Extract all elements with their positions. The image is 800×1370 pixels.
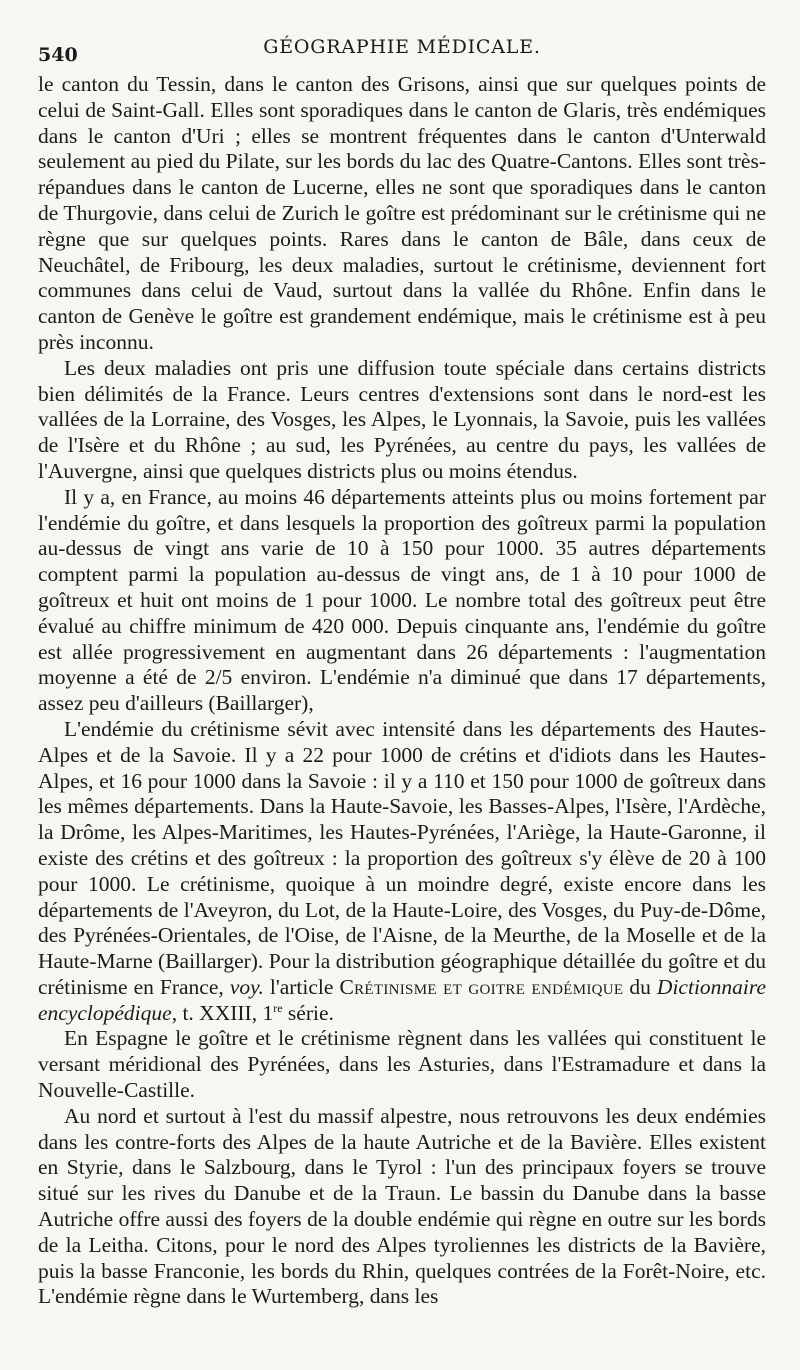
paragraph-2: Les deux maladies ont pris une diffusion toute spéciale dans certains districts bien délimités de la France. Leurs centres d'extensions sont dans le nord-est les vallées de la Lorraine, des Vosges, les Alpes, le Lyonnais, la Savoie, puis les vallées de l'Isère et du Rhône ; au sud, les Pyrénées, au centre du pays, les vallées de l'Auvergne, ainsi que quelques districts plus ou moins étendus. — [38, 355, 766, 483]
paragraph-4-end: série. — [282, 1000, 334, 1025]
paragraph-3: Il y a, en France, au moins 46 départements atteints plus ou moins fortement par l'endémie du goître, et dans lesquels la proportion des goîtreux parmi la population au-dessus de vingt ans varie de 10 à 150 pour 1000. 35 autres départements comptent parmi la population au-dessus de vingt ans, de 1 à 10 pour 1000 de goîtreux et huit ont moins de 1 pour 1000. Le nombre total des goîtreux peut être évalué au chiffre minimum de 420 000. Depuis cinquante ans, l'endémie du goître est allée progressivement en augmentant dans 26 départements : l'augmentation moyenne a été de 2/5 environ. L'endémie n'a diminué que dans 17 départements, assez peu d'ailleurs (Baillarger), — [38, 484, 766, 716]
dictionary-title: Dictionnaire encyclopédique — [38, 974, 766, 1025]
page-header — [38, 30, 766, 64]
running-title: GÉOGRAPHIE MÉDICALE. — [263, 36, 541, 58]
paragraph-4-text: L'endémie du crétinisme sévit avec intensité dans les départements des Hautes-Alpes et de la Savoie. Il y a 22 pour 1000 de crétins et d'idiots dans les Hautes-Alpes, et 16 pour 1000 dans la Savoie : il y a 110 et 150 pour 1000 de goîtreux dans les mêmes départements. Dans la Haute-Savoie, les Basses-Alpes, l'Isère, l'Ardèche, la Drôme, les Alpes-Maritimes, les Hautes-Pyrénées, l'Ariège, la Haute-Garonne, il existe des crétins et des goîtreux : la proportion des goîtreux s'y élève de 20 à 100 pour 1000. Le crétinisme, quoique à un moindre degré, existe encore dans les départements de l'Aveyron, du Lot, de la Haute-Loire, des Vosges, du Puy-de-Dôme, des Pyrénées-Orientales, de l'Oise, de l'Aisne, de la Meurthe, de la Moselle et de la Haute-Marne (Baillarger). Pour la distribution géographique détaillée du goître et du crétinisme en France, — [38, 716, 766, 999]
paragraph-1: le canton du Tessin, dans le canton des Grisons, ainsi que sur quelques points de celui de Saint-Gall. Elles sont sporadiques dans le canton de Glaris, très endémiques dans le canton d'Uri ; elles se montrent fréquentes dans le canton d'Unterwald seulement au pied du Pilate, sur les bords du lac des Quatre-Cantons. Elles sont très-répandues dans le canton de Lucerne, elles ne sont que sporadiques dans le canton de Thurgovie, dans celui de Zurich le goître est prédominant sur le crétinisme qui ne règne que sur quelques points. Rares dans le canton de Bâle, dans ceux de Neuchâtel, de Fribourg, les deux maladies, surtout le crétinisme, deviennent fort communes dans celui de Vaud, surtout dans la vallée du Rhône. Enfin dans le canton de Genève le goître est grandement endémique, mais le crétinisme est à peu près inconnu. — [38, 72, 766, 354]
page-number: 540 — [38, 44, 78, 66]
paragraph-4-du: du — [623, 974, 657, 999]
paragraph-6: Au nord et surtout à l'est du massif alpestre, nous retrouvons les deux endémies dans les contre-forts des Alpes de la haute Autriche et de la Bavière. Elles existent en Styrie, dans le Salzbourg, dans le Tyrol : l'un des principaux foyers se trouve situé sur les rives du Danube et de la Traun. Le bassin du Danube dans la basse Autriche offre aussi des foyers de la double endémie qui règne en outre sur les bords de la Leitha. Citons, pour le nord des Alpes tyroliennes les districts de la Bavière, puis la basse Franconie, les bords du Rhin, quelques contrées de la Forêt-Noire, etc. L'endémie règne dans le Wurtemberg, dans les — [38, 1103, 766, 1309]
paragraph-4-link-text: l'article — [263, 974, 340, 999]
paragraph-4 — [38, 717, 766, 1027]
ordinal-superscript: re — [273, 1000, 283, 1015]
paragraph-5: En Espagne le goître et le crétinisme règnent dans les vallées qui constituent le versant méridional des Pyrénées, dans les Asturies, dans l'Estramadure et dans la Nouvelle-Castille. — [38, 1026, 766, 1103]
article-title: Crétinisme et goitre endémique — [339, 974, 624, 999]
body-text — [38, 72, 766, 1310]
voy-abbreviation: voy. — [229, 974, 264, 999]
paragraph-4-tome: , t. XXIII, 1 — [171, 1000, 274, 1025]
